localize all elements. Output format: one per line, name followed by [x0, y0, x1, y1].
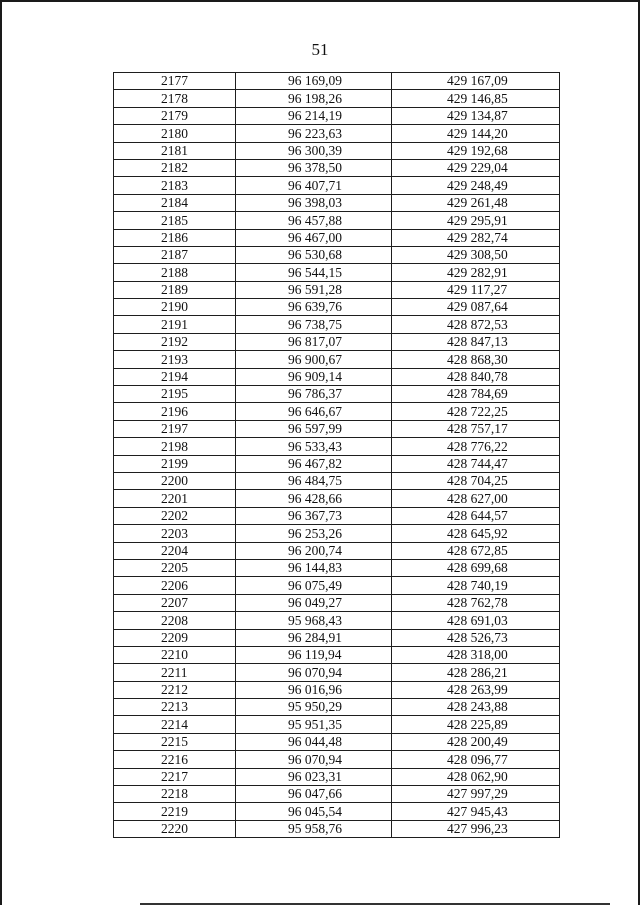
table-row — [114, 194, 560, 211]
x-coordinate-cell: 96 467,00 — [236, 229, 392, 246]
y-coordinate-cell: 428 868,30 — [392, 351, 560, 368]
y-coordinate-cell: 428 062,90 — [392, 768, 560, 785]
table-row — [114, 646, 560, 663]
coordinates-table-body — [114, 73, 560, 838]
y-coordinate-cell: 429 261,48 — [392, 194, 560, 211]
point-number-cell: 2180 — [114, 125, 236, 142]
point-number-cell: 2185 — [114, 212, 236, 229]
point-number-cell: 2202 — [114, 507, 236, 524]
point-number-cell: 2194 — [114, 368, 236, 385]
page-number: 51 — [311, 40, 329, 59]
point-number-cell: 2187 — [114, 246, 236, 263]
point-number-cell: 2218 — [114, 786, 236, 803]
point-number-cell: 2219 — [114, 803, 236, 820]
point-number-cell: 2205 — [114, 559, 236, 576]
table-row — [114, 751, 560, 768]
y-coordinate-cell: 428 225,89 — [392, 716, 560, 733]
point-number-cell: 2189 — [114, 281, 236, 298]
point-number-cell: 2193 — [114, 351, 236, 368]
table-row — [114, 629, 560, 646]
y-coordinate-cell: 428 740,19 — [392, 577, 560, 594]
x-coordinate-cell: 96 253,26 — [236, 525, 392, 542]
point-number-cell: 2213 — [114, 699, 236, 716]
x-coordinate-cell: 96 016,96 — [236, 681, 392, 698]
y-coordinate-cell: 428 286,21 — [392, 664, 560, 681]
x-coordinate-cell: 96 530,68 — [236, 246, 392, 263]
y-coordinate-cell: 428 200,49 — [392, 733, 560, 750]
table-row — [114, 507, 560, 524]
x-coordinate-cell: 96 169,09 — [236, 73, 392, 90]
y-coordinate-cell: 429 167,09 — [392, 73, 560, 90]
table-row — [114, 594, 560, 611]
x-coordinate-cell: 96 070,94 — [236, 664, 392, 681]
table-row — [114, 316, 560, 333]
table-row — [114, 90, 560, 107]
y-coordinate-cell: 428 096,77 — [392, 751, 560, 768]
x-coordinate-cell: 96 398,03 — [236, 194, 392, 211]
point-number-cell: 2207 — [114, 594, 236, 611]
y-coordinate-cell: 428 526,73 — [392, 629, 560, 646]
point-number-cell: 2186 — [114, 229, 236, 246]
table-row — [114, 281, 560, 298]
point-number-cell: 2182 — [114, 159, 236, 176]
table-row — [114, 386, 560, 403]
y-coordinate-cell: 429 282,91 — [392, 264, 560, 281]
x-coordinate-cell: 96 591,28 — [236, 281, 392, 298]
point-number-cell: 2210 — [114, 646, 236, 663]
scan-edge-top — [2, 0, 638, 2]
x-coordinate-cell: 96 367,73 — [236, 507, 392, 524]
y-coordinate-cell: 428 704,25 — [392, 472, 560, 489]
y-coordinate-cell: 428 840,78 — [392, 368, 560, 385]
point-number-cell: 2191 — [114, 316, 236, 333]
point-number-cell: 2199 — [114, 455, 236, 472]
x-coordinate-cell: 96 044,48 — [236, 733, 392, 750]
point-number-cell: 2208 — [114, 612, 236, 629]
point-number-cell: 2190 — [114, 299, 236, 316]
x-coordinate-cell: 96 597,99 — [236, 420, 392, 437]
table-row — [114, 577, 560, 594]
x-coordinate-cell: 96 223,63 — [236, 125, 392, 142]
y-coordinate-cell: 429 308,50 — [392, 246, 560, 263]
table-row — [114, 246, 560, 263]
point-number-cell: 2196 — [114, 403, 236, 420]
y-coordinate-cell: 427 997,29 — [392, 786, 560, 803]
y-coordinate-cell: 429 117,27 — [392, 281, 560, 298]
x-coordinate-cell: 96 900,67 — [236, 351, 392, 368]
table-row — [114, 73, 560, 90]
y-coordinate-cell: 429 229,04 — [392, 159, 560, 176]
x-coordinate-cell: 96 738,75 — [236, 316, 392, 333]
x-coordinate-cell: 96 200,74 — [236, 542, 392, 559]
y-coordinate-cell: 429 144,20 — [392, 125, 560, 142]
y-coordinate-cell: 428 872,53 — [392, 316, 560, 333]
point-number-cell: 2209 — [114, 629, 236, 646]
table-row — [114, 177, 560, 194]
table-row — [114, 664, 560, 681]
point-number-cell: 2214 — [114, 716, 236, 733]
table-row — [114, 733, 560, 750]
table-row — [114, 212, 560, 229]
table-row — [114, 455, 560, 472]
x-coordinate-cell: 96 457,88 — [236, 212, 392, 229]
table-row — [114, 699, 560, 716]
point-number-cell: 2215 — [114, 733, 236, 750]
table-row — [114, 472, 560, 489]
point-number-cell: 2197 — [114, 420, 236, 437]
table-row — [114, 438, 560, 455]
point-number-cell: 2201 — [114, 490, 236, 507]
point-number-cell: 2216 — [114, 751, 236, 768]
point-number-cell: 2195 — [114, 386, 236, 403]
point-number-cell: 2203 — [114, 525, 236, 542]
x-coordinate-cell: 96 817,07 — [236, 333, 392, 350]
x-coordinate-cell: 95 968,43 — [236, 612, 392, 629]
x-coordinate-cell: 96 544,15 — [236, 264, 392, 281]
x-coordinate-cell: 96 023,31 — [236, 768, 392, 785]
x-coordinate-cell: 96 786,37 — [236, 386, 392, 403]
point-number-cell: 2183 — [114, 177, 236, 194]
table-row — [114, 786, 560, 803]
y-coordinate-cell: 429 192,68 — [392, 142, 560, 159]
x-coordinate-cell: 96 378,50 — [236, 159, 392, 176]
x-coordinate-cell: 96 484,75 — [236, 472, 392, 489]
y-coordinate-cell: 428 644,57 — [392, 507, 560, 524]
x-coordinate-cell: 96 639,76 — [236, 299, 392, 316]
coordinates-table — [113, 72, 560, 838]
y-coordinate-cell: 429 134,87 — [392, 107, 560, 124]
y-coordinate-cell: 428 744,47 — [392, 455, 560, 472]
y-coordinate-cell: 428 645,92 — [392, 525, 560, 542]
y-coordinate-cell: 428 627,00 — [392, 490, 560, 507]
x-coordinate-cell: 95 951,35 — [236, 716, 392, 733]
x-coordinate-cell: 96 300,39 — [236, 142, 392, 159]
y-coordinate-cell: 428 722,25 — [392, 403, 560, 420]
x-coordinate-cell: 95 950,29 — [236, 699, 392, 716]
x-coordinate-cell: 96 049,27 — [236, 594, 392, 611]
y-coordinate-cell: 429 248,49 — [392, 177, 560, 194]
y-coordinate-cell: 429 282,74 — [392, 229, 560, 246]
table-row — [114, 490, 560, 507]
table-row — [114, 525, 560, 542]
y-coordinate-cell: 428 699,68 — [392, 559, 560, 576]
table-row — [114, 612, 560, 629]
x-coordinate-cell: 96 075,49 — [236, 577, 392, 594]
table-row — [114, 264, 560, 281]
table-row — [114, 229, 560, 246]
point-number-cell: 2198 — [114, 438, 236, 455]
y-coordinate-cell: 428 757,17 — [392, 420, 560, 437]
y-coordinate-cell: 428 243,88 — [392, 699, 560, 716]
table-row — [114, 681, 560, 698]
scan-edge-left — [0, 0, 2, 905]
point-number-cell: 2178 — [114, 90, 236, 107]
table-row — [114, 820, 560, 837]
y-coordinate-cell: 428 784,69 — [392, 386, 560, 403]
x-coordinate-cell: 96 909,14 — [236, 368, 392, 385]
x-coordinate-cell: 96 214,19 — [236, 107, 392, 124]
point-number-cell: 2206 — [114, 577, 236, 594]
x-coordinate-cell: 96 045,54 — [236, 803, 392, 820]
table-row — [114, 159, 560, 176]
table-row — [114, 768, 560, 785]
y-coordinate-cell: 427 945,43 — [392, 803, 560, 820]
y-coordinate-cell: 428 691,03 — [392, 612, 560, 629]
table-row — [114, 299, 560, 316]
x-coordinate-cell: 96 646,67 — [236, 403, 392, 420]
table-row — [114, 333, 560, 350]
y-coordinate-cell: 428 776,22 — [392, 438, 560, 455]
point-number-cell: 2217 — [114, 768, 236, 785]
x-coordinate-cell: 96 047,66 — [236, 786, 392, 803]
point-number-cell: 2200 — [114, 472, 236, 489]
table-row — [114, 351, 560, 368]
table-row — [114, 559, 560, 576]
table-row — [114, 420, 560, 437]
point-number-cell: 2177 — [114, 73, 236, 90]
y-coordinate-cell: 427 996,23 — [392, 820, 560, 837]
table-row — [114, 125, 560, 142]
y-coordinate-cell: 428 318,00 — [392, 646, 560, 663]
x-coordinate-cell: 96 428,66 — [236, 490, 392, 507]
table-row — [114, 403, 560, 420]
x-coordinate-cell: 96 284,91 — [236, 629, 392, 646]
y-coordinate-cell: 429 295,91 — [392, 212, 560, 229]
x-coordinate-cell: 96 070,94 — [236, 751, 392, 768]
y-coordinate-cell: 428 847,13 — [392, 333, 560, 350]
y-coordinate-cell: 428 762,78 — [392, 594, 560, 611]
point-number-cell: 2204 — [114, 542, 236, 559]
x-coordinate-cell: 96 119,94 — [236, 646, 392, 663]
y-coordinate-cell: 429 087,64 — [392, 299, 560, 316]
x-coordinate-cell: 95 958,76 — [236, 820, 392, 837]
point-number-cell: 2188 — [114, 264, 236, 281]
point-number-cell: 2192 — [114, 333, 236, 350]
y-coordinate-cell: 428 672,85 — [392, 542, 560, 559]
x-coordinate-cell: 96 407,71 — [236, 177, 392, 194]
point-number-cell: 2212 — [114, 681, 236, 698]
point-number-cell: 2184 — [114, 194, 236, 211]
x-coordinate-cell: 96 533,43 — [236, 438, 392, 455]
x-coordinate-cell: 96 467,82 — [236, 455, 392, 472]
table-row — [114, 368, 560, 385]
table-row — [114, 803, 560, 820]
table-row — [114, 716, 560, 733]
point-number-cell: 2179 — [114, 107, 236, 124]
y-coordinate-cell: 428 263,99 — [392, 681, 560, 698]
point-number-cell: 2211 — [114, 664, 236, 681]
table-row — [114, 142, 560, 159]
point-number-cell: 2181 — [114, 142, 236, 159]
x-coordinate-cell: 96 198,26 — [236, 90, 392, 107]
x-coordinate-cell: 96 144,83 — [236, 559, 392, 576]
table-row — [114, 107, 560, 124]
point-number-cell: 2220 — [114, 820, 236, 837]
y-coordinate-cell: 429 146,85 — [392, 90, 560, 107]
table-row — [114, 542, 560, 559]
